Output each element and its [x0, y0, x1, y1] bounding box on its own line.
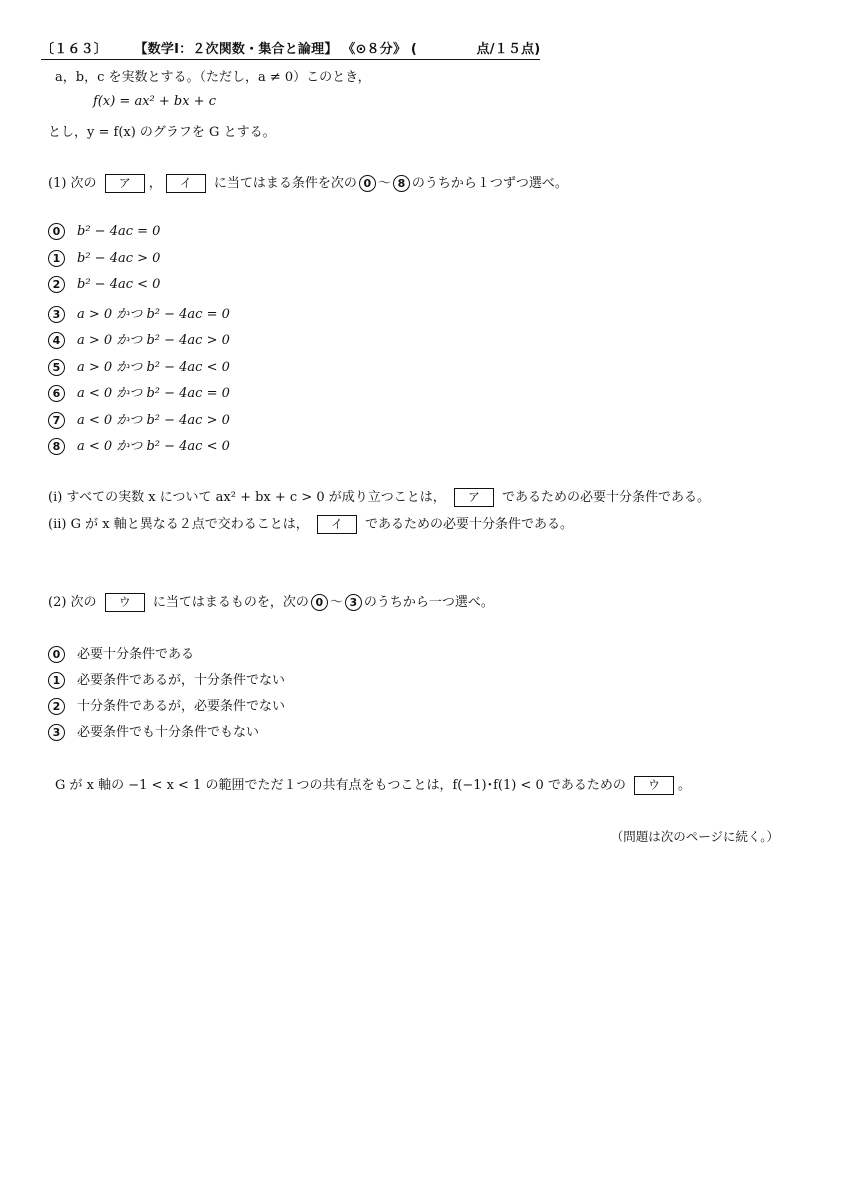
choice-text: a < 0 かつ b² − 4ac < 0 — [77, 439, 230, 454]
intro-formula: f(x) = ax² + bx + c — [93, 94, 216, 109]
choice-text: a < 0 かつ b² − 4ac = 0 — [77, 386, 230, 401]
choice-text: b² − 4ac < 0 — [77, 277, 161, 292]
answer-box-u[interactable]: ウ — [105, 593, 145, 612]
choice-number-icon: 2 — [48, 698, 65, 715]
q1-comma: ， — [148, 176, 162, 191]
q2-statement — [55, 774, 691, 795]
choice-number-icon: 0 — [48, 646, 65, 663]
range-start-icon: 0 — [311, 594, 328, 611]
range-end-icon: 8 — [393, 175, 410, 192]
choice-option — [48, 250, 160, 267]
answer-box-i[interactable]: イ — [166, 174, 206, 193]
choice-option — [48, 695, 285, 715]
choice-option — [48, 303, 230, 323]
q2-tilde: 〜 — [329, 595, 343, 610]
choice-number-icon: 2 — [48, 276, 65, 293]
choice-text: 必要条件であるが，十分条件でない — [77, 673, 286, 688]
choice-option — [48, 643, 194, 663]
q1-instruction — [48, 172, 568, 193]
q1-suffix: のうちから１つずつ選べ。 — [411, 176, 568, 191]
problem-score: 点/１５点) — [476, 42, 541, 57]
choice-text: 十分条件であるが，必要条件でない — [77, 699, 286, 714]
range-start-icon: 0 — [359, 175, 376, 192]
q1-part-i-text: (i) すべての実数 x について ax² + bx + c > 0 が成り立つことは， — [48, 490, 446, 505]
q2-statement-end: 。 — [678, 778, 692, 793]
answer-box-i-ref[interactable]: イ — [317, 515, 357, 534]
q1-prefix: (1) 次の — [48, 176, 97, 191]
choice-number-icon: 7 — [48, 412, 65, 429]
choice-number-icon: 5 — [48, 359, 65, 376]
q2-suffix: のうちから一つ選べ。 — [363, 595, 494, 610]
q1-tilde: 〜 — [377, 176, 391, 191]
choice-text: a < 0 かつ b² − 4ac > 0 — [77, 412, 230, 428]
choice-text: a > 0 かつ b² − 4ac < 0 — [77, 359, 230, 375]
q1-part-ii-text: (ii) G が x 軸と異なる２点で交わることは， — [48, 517, 309, 532]
intro-line-3: とし，y = f(x) のグラフを G とする。 — [48, 125, 276, 140]
choice-number-icon: 6 — [48, 385, 65, 402]
choice-option — [48, 435, 230, 455]
continue-note: （問題は次のページに続く。） — [610, 829, 779, 844]
choice-number-icon: 0 — [48, 223, 65, 240]
q2-mid: に当てはまるものを，次の — [152, 595, 309, 610]
choice-option — [48, 669, 285, 689]
choice-option — [48, 276, 160, 293]
choice-number-icon: 1 — [48, 672, 65, 689]
choice-option — [48, 223, 160, 240]
score-open: ( — [410, 42, 418, 57]
q1-part-i — [48, 486, 710, 507]
answer-box-u-ref[interactable]: ウ — [634, 776, 674, 795]
choice-text: 必要条件でも十分条件でもない — [77, 725, 260, 740]
problem-header — [41, 38, 540, 60]
choice-option — [48, 382, 230, 402]
choice-number-icon: 3 — [48, 306, 65, 323]
choice-number-icon: 1 — [48, 250, 65, 267]
answer-box-a[interactable]: ア — [105, 174, 145, 193]
choice-number-icon: 4 — [48, 332, 65, 349]
problem-number: 〔１６３〕 — [41, 42, 108, 57]
q2-prefix: (2) 次の — [48, 595, 97, 610]
choice-option — [48, 356, 230, 376]
range-end-icon: 3 — [345, 594, 362, 611]
choice-option — [48, 721, 259, 741]
choice-option — [48, 409, 230, 429]
q1-part-ii — [48, 513, 573, 534]
choice-number-icon: 8 — [48, 438, 65, 455]
intro-line-1: a，b，c を実数とする。（ただし，a ≠ 0）このとき， — [55, 70, 371, 85]
choice-option — [48, 329, 230, 349]
choice-text: a > 0 かつ b² − 4ac > 0 — [77, 333, 230, 348]
choice-text: 必要十分条件である — [77, 647, 195, 662]
q1-mid: に当てはまる条件を次の — [213, 176, 357, 191]
q1-part-ii-end: であるための必要十分条件である。 — [365, 517, 574, 532]
choice-text: b² − 4ac = 0 — [77, 224, 161, 239]
q2-statement-text: G が x 軸の −1 < x < 1 の範囲でただ１つの共有点をもつことは，f(−1)･f(1) < 0 であるための — [55, 778, 626, 793]
problem-time: 《⊙８分》 — [342, 42, 407, 57]
q2-instruction — [48, 591, 494, 612]
problem-subject: 【数学Ⅰ：２次関数・集合と論理】 — [134, 42, 338, 57]
q1-part-i-end: であるための必要十分条件である。 — [502, 490, 711, 505]
answer-box-a-ref[interactable]: ア — [454, 488, 494, 507]
choice-text: b² − 4ac > 0 — [77, 250, 161, 266]
choice-text: a > 0 かつ b² − 4ac = 0 — [77, 306, 230, 322]
choice-number-icon: 3 — [48, 724, 65, 741]
